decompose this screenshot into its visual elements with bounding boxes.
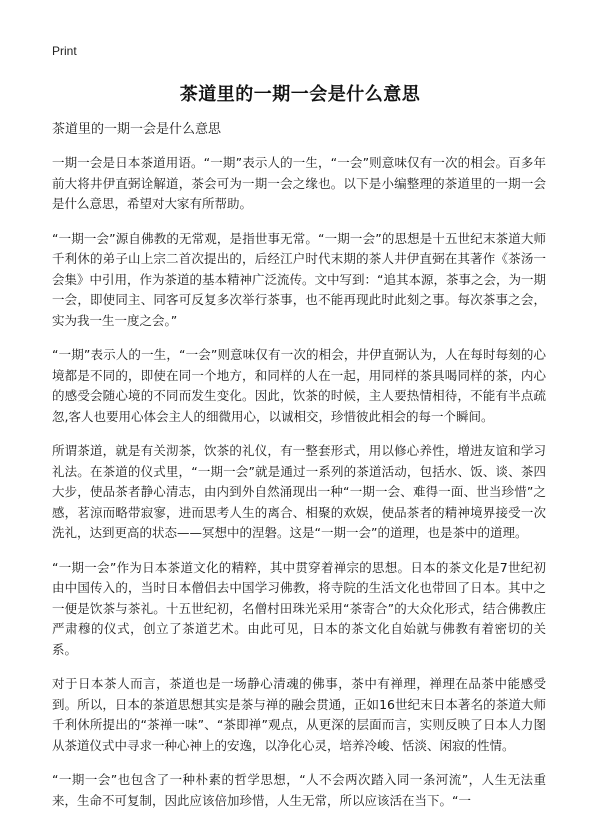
paragraph-intro: 一期一会是日本茶道用语。“一期”表示人的一生，“一会”则意味仅有一次的相会。百多年前大将井伊直弼诠解道，茶会可为一期一会之缘也。以下是小编整理的茶道里的一期一会是什么意思，希望对大家有所帮助。	[52, 155, 546, 211]
page-title: 茶道里的一期一会是什么意思	[179, 84, 421, 105]
paragraph-tea-zen-fusion: 对于日本茶人而言，茶道也是一场静心清魂的佛事，茶中有禅理，禅理在品茶中能感受到。所以，日本的茶道思想其实是茶与禅的融会贯通，正如16世纪末日本著名的茶道大师千利休所提出的“茶禅一味”、“茶即禅”观点，从更深的层面而言，实则反映了日本人力图从茶道仪式中寻求一种心神上的安逸，以净化心灵，培养冷峻、恬淡、闲寂的性情。	[52, 676, 546, 753]
print-link[interactable]: Print	[52, 44, 77, 58]
paragraph-tea-ceremony: 所谓茶道，就是有关沏茶，饮茶的礼仪，有一整套形式，用以修心养性，增进友谊和学习礼法。在茶道的仪式里，“一期一会”就是通过一系列的茶道活动，包括水、饭、谈、茶四大步，使品茶者静心清志，由内到外自然涌现出一种“一期一会、难得一面、世当珍惜”之感，茗涼而略带寂寥，进而思考人生的离合、相聚的欢娱，使品茶者的精神境界接受一次洗礼，达到更高的状态——冥想中的涅磐。这是“一期一会”的道理，也是茶中的道理。	[52, 443, 546, 540]
paragraph-meaning: “一期”表示人的一生，“一会”则意味仅有一次的相会，井伊直弼认为，人在每时每刻的心境都是不同的，即使在同一个地方，和同样的人在一起，用同样的茶具喝同样的茶，内心的感受会随心境的不同而发生变化。因此，饮茶的时候，主人要热情相待，不能有半点疏忽,客人也要用心体会主人的细微用心，以诚相交，珍惜彼此相会的每一个瞬间。	[52, 347, 546, 424]
paragraph-origin: “一期一会”源自佛教的无常观，是指世事无常。“一期一会”的思想是十五世纪末茶道大师千利休的弟子山上宗二首次提出的，后经江户时代末期的茶人井伊直弼在其著作《茶汤一会集》中引用，作为茶道的基本精神广泛流传。文中写到：“追其本源，茶事之会，为一期一会，即使同主、同客可反复多次举行茶事，也不能再现此时此刻之事。每次茶事之会，实为我一生一度之会。”	[52, 230, 546, 328]
article-body	[52, 121, 546, 825]
paragraph-zen: “一期一会”作为日本茶道文化的精粹，其中贯穿着禅宗的思想。日本的茶文化是7世纪初由中国传入的，当时日本僧侣去中国学习佛教，将寺院的生活文化也带回了日本。其中之一便是饮茶与茶礼。十五世纪初，名僧村田珠光采用“茶寄合”的大众化形式，结合佛教庄严肃穆的仪式，创立了茶道艺术。由此可见，日本的茶文化自始就与佛教有着密切的关系。	[52, 559, 546, 657]
article-subtitle: 茶道里的一期一会是什么意思	[52, 122, 222, 137]
paragraph-philosophy: “一期一会”也包含了一种朴素的哲学思想，“人不会两次踏入同一条河流”，人生无法重来，生命不可复制，因此应该倍加珍惜，人生无常，所以应该活在当下。“一	[52, 772, 546, 808]
